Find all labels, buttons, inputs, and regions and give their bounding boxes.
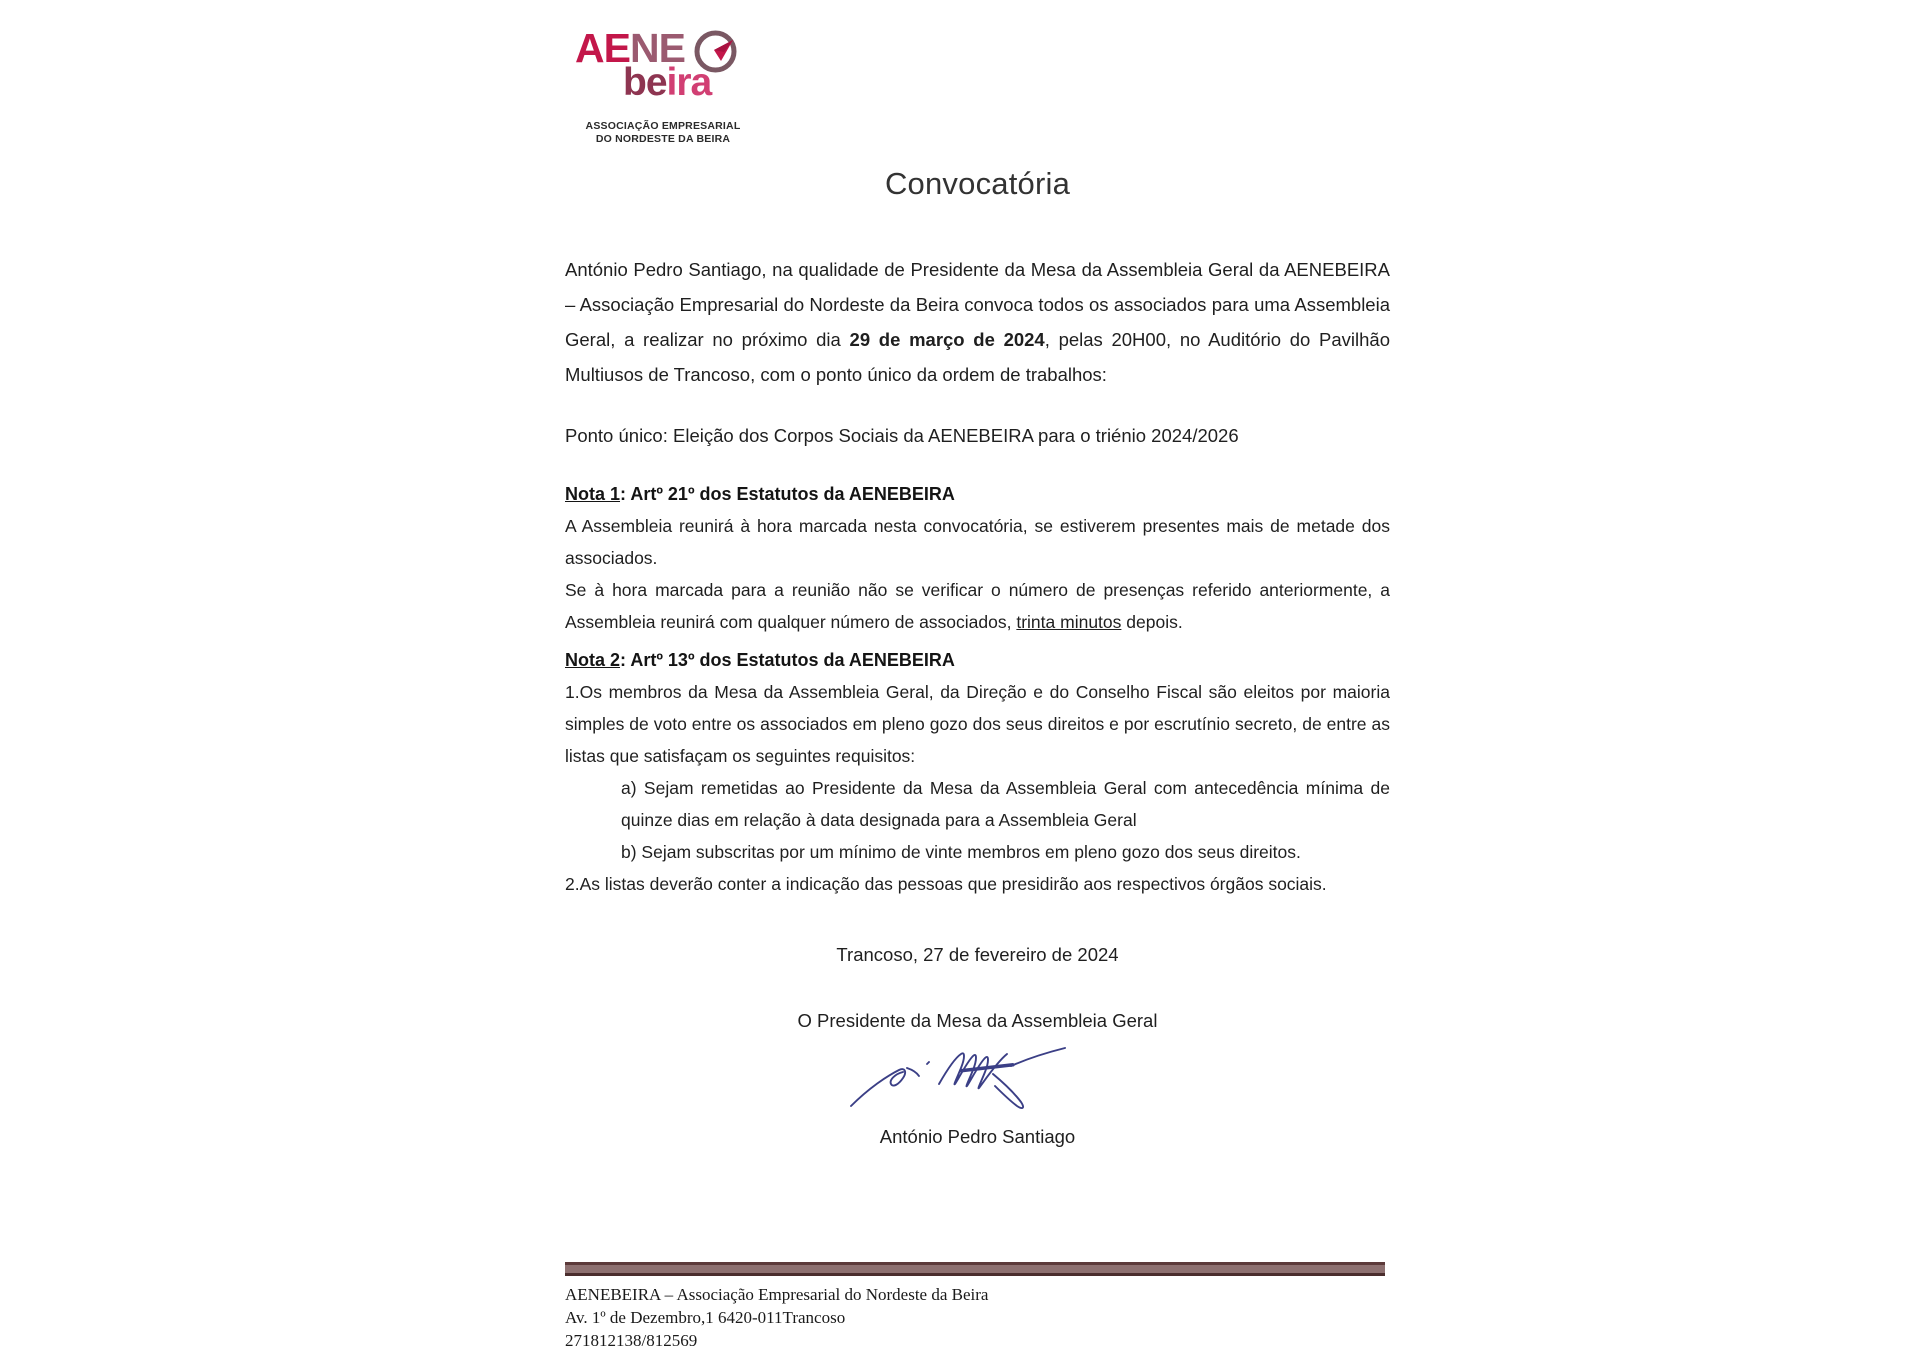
logo-beira-part1: be — [623, 61, 667, 104]
footer-line-organization: AENEBEIRA – Associação Empresarial do Nordeste da Beira — [565, 1285, 989, 1304]
footer-contact-block — [565, 1283, 1385, 1352]
signatory-role: O Presidente da Mesa da Assembleia Geral — [797, 1010, 1158, 1031]
footer-divider — [565, 1262, 1385, 1276]
nota2-item-1: 1.Os membros da Mesa da Assembleia Geral, da Direção e do Conselho Fiscal são eleitos por maioria simples de voto entre os associados em pleno gozo dos seus direitos e por escrutínio secreto, de entre as listas que satisfaçam os seguintes requisitos: — [565, 682, 1390, 766]
page-title: Convocatória — [884, 166, 1071, 201]
signatory-name: António Pedro Santiago — [879, 1126, 1076, 1147]
signature-area — [565, 1034, 1390, 1126]
nota1-paragraph-2 — [565, 574, 1390, 638]
intro-text-after-date: , pelas 20H00, no Auditório do Pavilhão Multiusos de Trancoso, com o ponto único da ordem de trabalhos: — [565, 329, 1391, 385]
nota1-paragraph-1: A Assembleia reunirá à hora marcada nesta convocatória, se estiverem presentes mais de metade dos associados. — [565, 516, 1390, 568]
footer-line-phone: 271812138/812569 — [565, 1331, 698, 1350]
agenda-single-point: Ponto único: Eleição dos Corpos Sociais da AENEBEIRA para o triénio 2024/2026 — [565, 425, 1239, 446]
nota2-item-a: a) Sejam remetidas ao Presidente da Mesa da Assembleia Geral com antecedência mínima de quinze dias em relação à data designada para a Assembleia Geral — [621, 778, 1390, 830]
nota1-p2-after: depois. — [1121, 612, 1183, 632]
document-body — [565, 0, 1390, 1148]
footer-line-address: Av. 1º de Dezembro,1 6420-011Trancoso — [565, 1308, 846, 1327]
handwritten-signature-icon — [843, 1040, 1113, 1120]
logo-subtitle-line1: ASSOCIAÇÃO EMPRESARIAL — [585, 120, 741, 132]
logo-aene-part1: AE — [575, 25, 630, 71]
nota1-heading-rest: : Artº 21º dos Estatutos da AENEBEIRA — [620, 484, 955, 504]
nota1-heading — [565, 478, 1390, 510]
intro-paragraph — [565, 252, 1390, 392]
place-and-date: Trancoso, 27 de fevereiro de 2024 — [836, 944, 1119, 965]
nota2-item-2: 2.As listas deverão conter a indicação das pessoas que presidirão aos respectivos órgãos sociais. — [565, 874, 1327, 894]
page-footer — [565, 1262, 1385, 1352]
nota2-label: Nota 2 — [565, 650, 621, 670]
nota1-p2-before: Se à hora marcada para a reunião não se verificar o número de presenças referido anteriormente, a Assembleia reunirá com qualquer número de associados, — [565, 580, 1390, 632]
nota2-heading — [565, 644, 1390, 676]
meeting-date: 29 de março de 2024 — [849, 329, 1045, 350]
logo-beira-part2: ira — [666, 61, 712, 104]
nota2-heading-rest: : Artº 13º dos Estatutos da AENEBEIRA — [620, 650, 955, 670]
nota1-label: Nota 1 — [565, 484, 621, 504]
nota2-item-b: b) Sejam subscritas por um mínimo de vinte membros em pleno gozo dos seus direitos. — [621, 842, 1301, 862]
nota1-p2-underlined: trinta minutos — [1016, 612, 1122, 632]
intro-text-before-date: António Pedro Santiago, na qualidade de Presidente da Mesa da Assembleia Geral da AENEBEIRA – Associação Empresarial do Nordeste da Beira convoca todos os associados para uma Assembleia Geral, a realizar no próximo dia — [565, 259, 1390, 350]
logo-subtitle-line2: DO NORDESTE DA BEIRA — [595, 132, 731, 145]
logo-aene-part2: NE — [629, 25, 685, 71]
